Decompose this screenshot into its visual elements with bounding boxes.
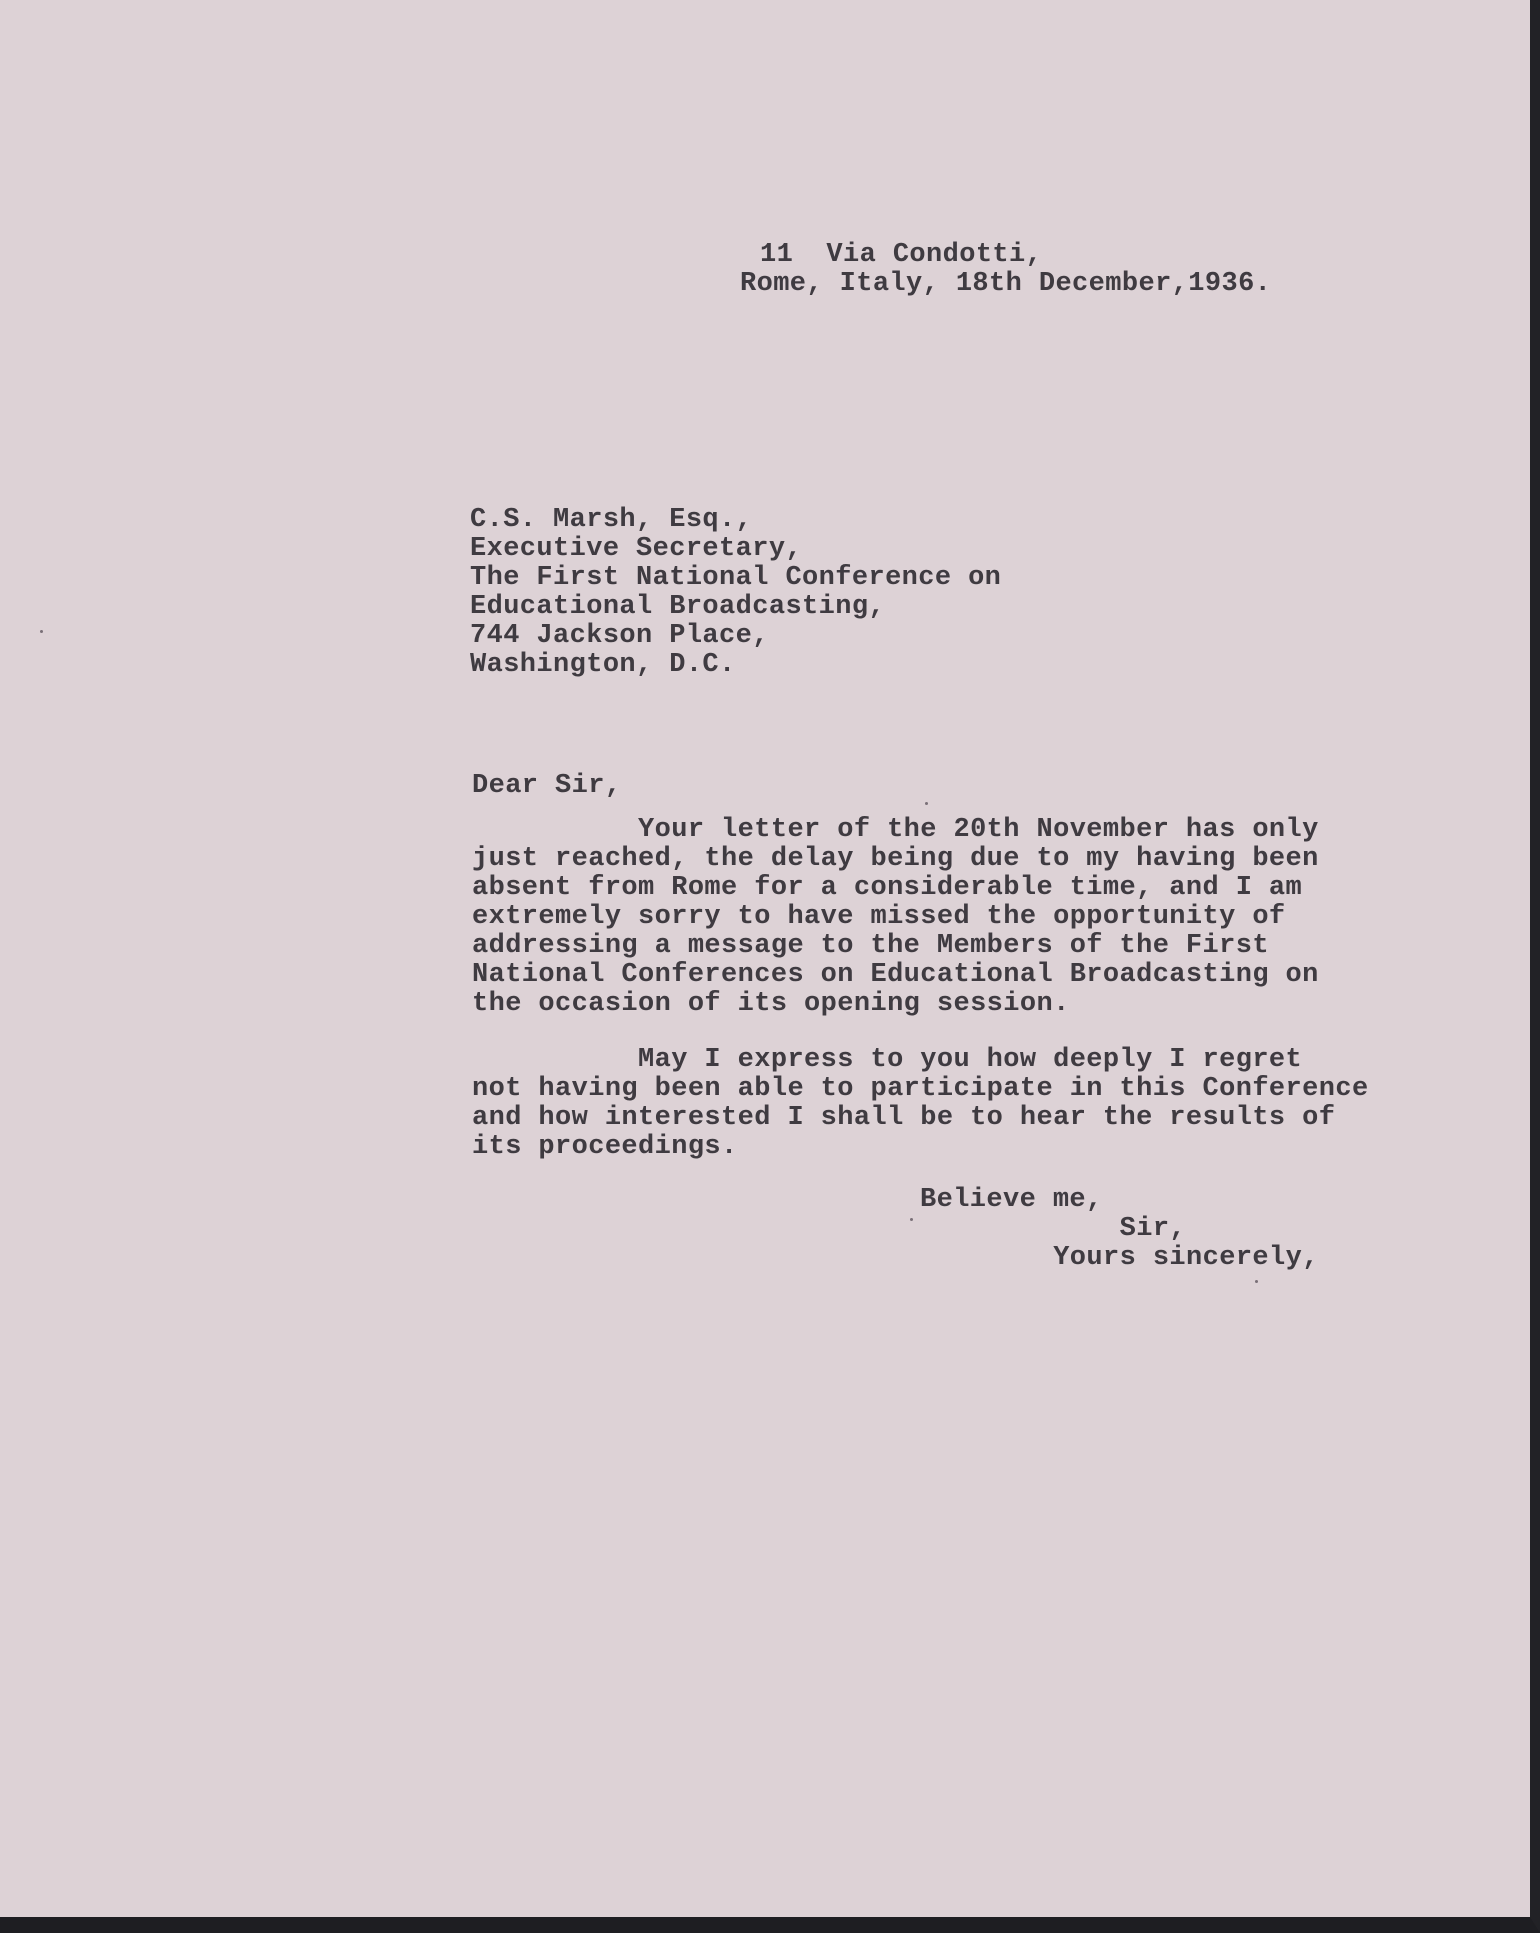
recipient-address-line: C.S. Marsh, Esq., [470, 505, 753, 535]
recipient-address-line: Executive Secretary, [470, 534, 803, 564]
paper-speck [910, 1218, 913, 1221]
closing-line: Yours sincerely, [1020, 1243, 1319, 1273]
recipient-address-line: Washington, D.C. [470, 650, 736, 680]
recipient-address-line: 744 Jackson Place, [470, 621, 769, 651]
body-line: absent from Rome for a considerable time, and I am [472, 873, 1303, 903]
body-line: extremely sorry to have missed the opportunity of [472, 902, 1286, 932]
closing-line: Believe me, [920, 1185, 1103, 1215]
paper-speck [1255, 1280, 1258, 1283]
sender-address-line: Rome, Italy, 18th December,1936. [740, 269, 1272, 299]
body-line: the occasion of its opening session. [472, 989, 1070, 1019]
body-line: National Conferences on Educational Broadcasting on [472, 960, 1319, 990]
paper-speck [40, 630, 43, 633]
body-line: May I express to you how deeply I regret [472, 1045, 1303, 1075]
body-line: and how interested I shall be to hear the results of [472, 1103, 1336, 1133]
body-line: addressing a message to the Members of the First [472, 931, 1269, 961]
closing-line: Sir, [1020, 1214, 1187, 1244]
body-line: not having been able to participate in this Conference [472, 1074, 1369, 1104]
sender-address-line: 11 Via Condotti, [760, 240, 1043, 270]
body-line: Your letter of the 20th November has only [472, 815, 1319, 845]
body-line: just reached, the delay being due to my having been [472, 844, 1319, 874]
salutation: Dear Sir, [472, 771, 622, 801]
recipient-address-line: Educational Broadcasting, [470, 592, 886, 622]
body-line: its proceedings. [472, 1132, 738, 1162]
paper-speck [925, 802, 928, 805]
recipient-address-line: The First National Conference on [470, 563, 1002, 593]
